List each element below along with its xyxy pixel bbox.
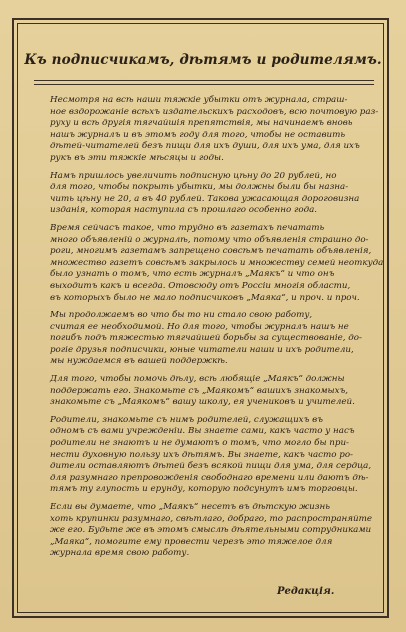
page-title: Къ подписчикамъ, дѣтямъ и родителямъ. xyxy=(24,52,382,68)
text-line: много объявленій о журналѣ, потому что объявленія страшно до- xyxy=(50,234,369,245)
text-line: для разумнаго препровожденія свободнаго времени или даютъ дѣ- xyxy=(50,472,369,483)
text-line: Родители, знакомьте съ нимъ родителей, служащихъ въ xyxy=(50,414,323,425)
text-line: множество газетъ совсѣмъ закрылось и множеству семей неоткуда xyxy=(50,257,384,268)
title-rule-top xyxy=(34,80,374,81)
text-line: Для того, чтобы помочь дѣлу, всѣ любящіе „Маякъ“ должны xyxy=(50,374,345,385)
text-line: ное вздорожаніе всѣхъ издательскихъ расходовъ, всю почтовую раз- xyxy=(50,106,379,117)
text-line: же его. Будьте же въ этомъ смыслѣ дѣятельными сотрудниками xyxy=(50,525,372,536)
text-line: руху и всѣ другія тягчайшія препятствія, мы начинаемъ вновь xyxy=(50,118,353,129)
text-line: было узнать о томъ, что есть журналъ „Маякъ“ и что онъ xyxy=(50,269,335,280)
paragraph xyxy=(34,310,366,368)
text-line: Намъ пришлось увеличить подписную цѣну до 20 рублей, но xyxy=(50,170,337,181)
signature: Редакція. xyxy=(277,586,335,597)
text-line: рукъ въ эти тяжкіе мѣсяцы и годы. xyxy=(50,152,224,163)
text-line: изданія, которая наступила съ прошлаго особенно года. xyxy=(50,205,318,216)
text-line: хоть крупинки разумнаго, свѣтлаго, добраго, то распространяйте xyxy=(50,513,372,524)
text-line: тямъ ту глупость и ерунду, которую подсунутъ имъ торговцы. xyxy=(50,484,358,495)
paragraph xyxy=(34,414,372,496)
letter-body xyxy=(34,95,384,566)
text-line: журнала время свою работу. xyxy=(50,548,190,559)
text-line: нести духовную пользу ихъ дѣтямъ. Вы знаете, какъ часто ро- xyxy=(50,449,353,460)
text-line: поддержать его. Знакомьте съ „Маякомъ“ вашихъ знакомыхъ, xyxy=(50,385,349,396)
text-line: для того, чтобы покрыть убытки, мы должны были бы назна- xyxy=(50,182,349,193)
text-line: знакомьте съ „Маякомъ“ вашу школу, ея учениковъ и учителей. xyxy=(50,397,355,408)
paragraph xyxy=(34,171,366,217)
text-line: Мы продолжаемъ во что бы то ни стало свою работу, xyxy=(50,310,313,321)
text-line: Несмотря на всѣ наши тяжкіе убытки отъ журнала, страш- xyxy=(50,95,348,105)
text-line: мы нуждаемся въ вашей поддержкѣ. xyxy=(50,356,228,367)
text-line: погибъ подъ тяжестью тягчайшей борьбы за существованіе, до- xyxy=(50,333,362,344)
paragraph xyxy=(34,502,372,560)
text-line: въ которыхъ было не мало подписчиковъ „Маяка“, и проч. и проч. xyxy=(50,292,360,303)
text-line: роги, многимъ газетамъ запрещено совсѣмъ печатать объявленія, xyxy=(50,246,372,257)
text-line: дѣтей-читателей безъ пищи для ихъ души, для ихъ ума, для ихъ xyxy=(50,141,360,152)
text-line: нашъ журналъ и въ этомъ году для того, чтобы не оставить xyxy=(50,129,346,140)
text-line: Время сейчасъ такое, что трудно въ газетахъ печатать xyxy=(50,222,325,233)
text-line: считая ее необходимой. Но для того, чтобы журналъ нашъ не xyxy=(50,321,349,332)
text-line: выходитъ какъ и всегда. Отовсюду отъ Россіи многія области, xyxy=(50,280,351,291)
paragraph xyxy=(34,374,366,409)
title-rule-bottom xyxy=(34,84,374,85)
text-line: „Маяка“, помогите ему провести черезъ это тяжелое для xyxy=(50,536,333,547)
paragraph xyxy=(34,222,384,304)
paragraph xyxy=(34,95,379,165)
text-line: дители оставляютъ дѣтей безъ всякой пищи для ума, для сердца, xyxy=(50,461,372,472)
text-line: рогіе друзья подписчики, юные читатели наши и ихъ родители, xyxy=(50,344,354,355)
text-line: родители не знаютъ и не думаютъ о томъ, что могло бы при- xyxy=(50,438,349,449)
text-line: Если вы думаете, что „Маякъ“ несетъ въ дѣтскую жизнь xyxy=(50,502,330,512)
text-line: чить цѣну не 20, а въ 40 рублей. Такова ужасающая дороговизна xyxy=(50,193,360,204)
text-line: одномъ съ вами учрежденіи. Вы знаете сами, какъ часто у насъ xyxy=(50,426,355,437)
